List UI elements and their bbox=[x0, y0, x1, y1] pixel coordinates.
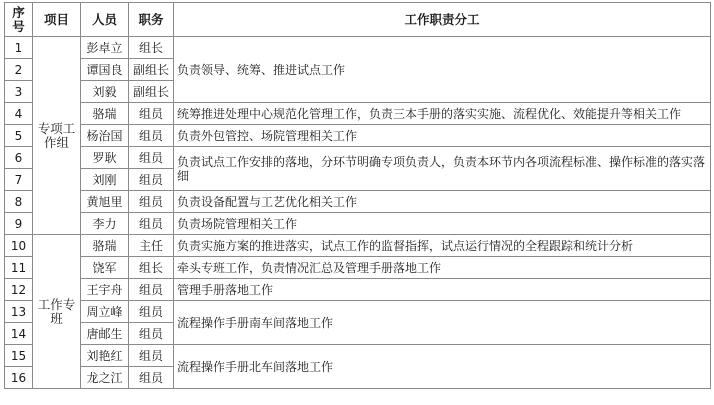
duty-cell: 流程操作手册北车间落地工作 bbox=[174, 345, 711, 389]
table-row bbox=[5, 191, 711, 213]
duty-cell: 负责外包管控、场院管理相关工作 bbox=[174, 125, 711, 147]
person-cell: 刘艳红 bbox=[81, 345, 129, 367]
header-position: 职务 bbox=[129, 3, 174, 37]
position-cell: 组长 bbox=[129, 37, 174, 59]
person-cell: 刘毅 bbox=[81, 81, 129, 103]
project-work-line2: 班 bbox=[50, 310, 63, 326]
person-cell: 彭卓立 bbox=[81, 37, 129, 59]
header-seq-line1: 序 bbox=[12, 4, 25, 20]
person-cell: 骆瑞 bbox=[81, 235, 129, 257]
header-duty: 工作职责分工 bbox=[174, 3, 711, 37]
seq-cell: 14 bbox=[5, 323, 33, 345]
project-work-group bbox=[33, 235, 81, 389]
seq-cell: 8 bbox=[5, 191, 33, 213]
seq-cell: 13 bbox=[5, 301, 33, 323]
staff-assignment-table bbox=[4, 2, 711, 389]
position-cell: 副组长 bbox=[129, 59, 174, 81]
duty-cell: 负责场院管理相关工作 bbox=[174, 213, 711, 235]
person-cell: 周立峰 bbox=[81, 301, 129, 323]
project-work-line1: 工作专 bbox=[37, 296, 76, 312]
duty-cell: 牵头专班工作，负责情况汇总及管理手册落地工作 bbox=[174, 257, 711, 279]
seq-cell: 2 bbox=[5, 59, 33, 81]
header-seq bbox=[5, 3, 33, 37]
seq-cell: 16 bbox=[5, 367, 33, 389]
person-cell: 刘刚 bbox=[81, 169, 129, 191]
seq-cell: 12 bbox=[5, 279, 33, 301]
position-cell: 组员 bbox=[129, 191, 174, 213]
project-special-group bbox=[33, 37, 81, 235]
duty-cell: 负责实施方案的推进落实，试点工作的监督指挥，试点运行情况的全程跟踪和统计分析 bbox=[174, 235, 711, 257]
position-cell: 组员 bbox=[129, 345, 174, 367]
position-cell: 组员 bbox=[129, 103, 174, 125]
seq-cell: 15 bbox=[5, 345, 33, 367]
header-person: 人员 bbox=[81, 3, 129, 37]
position-cell: 组员 bbox=[129, 301, 174, 323]
duty-cell: 统筹推进处理中心规范化管理工作，负责三本手册的落实实施、流程优化、效能提升等相关工作 bbox=[174, 103, 711, 125]
position-cell: 组长 bbox=[129, 257, 174, 279]
position-cell: 组员 bbox=[129, 323, 174, 345]
table-row bbox=[5, 301, 711, 323]
duty-cell: 负责领导、统筹、推进试点工作 bbox=[174, 37, 711, 103]
seq-cell: 11 bbox=[5, 257, 33, 279]
table-row bbox=[5, 147, 711, 169]
seq-cell: 3 bbox=[5, 81, 33, 103]
position-cell: 主任 bbox=[129, 235, 174, 257]
project-special-line1: 专项工 bbox=[37, 120, 76, 136]
duty-cell: 负责设备配置与工艺优化相关工作 bbox=[174, 191, 711, 213]
table-row bbox=[5, 235, 711, 257]
table-row bbox=[5, 213, 711, 235]
seq-cell: 7 bbox=[5, 169, 33, 191]
person-cell: 唐邮生 bbox=[81, 323, 129, 345]
person-cell: 饶军 bbox=[81, 257, 129, 279]
person-cell: 王宇舟 bbox=[81, 279, 129, 301]
person-cell: 罗耿 bbox=[81, 147, 129, 169]
table-row bbox=[5, 345, 711, 367]
project-special-line2: 作组 bbox=[43, 134, 69, 150]
position-cell: 组员 bbox=[129, 279, 174, 301]
position-cell: 组员 bbox=[129, 147, 174, 169]
table-row bbox=[5, 125, 711, 147]
seq-cell: 5 bbox=[5, 125, 33, 147]
person-cell: 龙之江 bbox=[81, 367, 129, 389]
seq-cell: 1 bbox=[5, 37, 33, 59]
person-cell: 骆瑞 bbox=[81, 103, 129, 125]
duty-cell: 流程操作手册南车间落地工作 bbox=[174, 301, 711, 345]
position-cell: 副组长 bbox=[129, 81, 174, 103]
seq-cell: 4 bbox=[5, 103, 33, 125]
position-cell: 组员 bbox=[129, 169, 174, 191]
header-row bbox=[5, 3, 711, 37]
table-row bbox=[5, 257, 711, 279]
person-cell: 谭国良 bbox=[81, 59, 129, 81]
table-row bbox=[5, 279, 711, 301]
person-cell: 李力 bbox=[81, 213, 129, 235]
duty-cell: 负责试点工作安排的落地，分环节明确专项负责人，负责本环节内各项流程标准、操作标准的落实落细 bbox=[174, 147, 711, 191]
duty-cell: 管理手册落地工作 bbox=[174, 279, 711, 301]
table-row bbox=[5, 103, 711, 125]
seq-cell: 10 bbox=[5, 235, 33, 257]
seq-cell: 6 bbox=[5, 147, 33, 169]
header-project: 项目 bbox=[33, 3, 81, 37]
seq-cell: 9 bbox=[5, 213, 33, 235]
person-cell: 杨治国 bbox=[81, 125, 129, 147]
person-cell: 黄旭里 bbox=[81, 191, 129, 213]
header-seq-line2: 号 bbox=[12, 18, 25, 34]
position-cell: 组员 bbox=[129, 213, 174, 235]
position-cell: 组员 bbox=[129, 367, 174, 389]
table-row bbox=[5, 37, 711, 59]
position-cell: 组员 bbox=[129, 125, 174, 147]
